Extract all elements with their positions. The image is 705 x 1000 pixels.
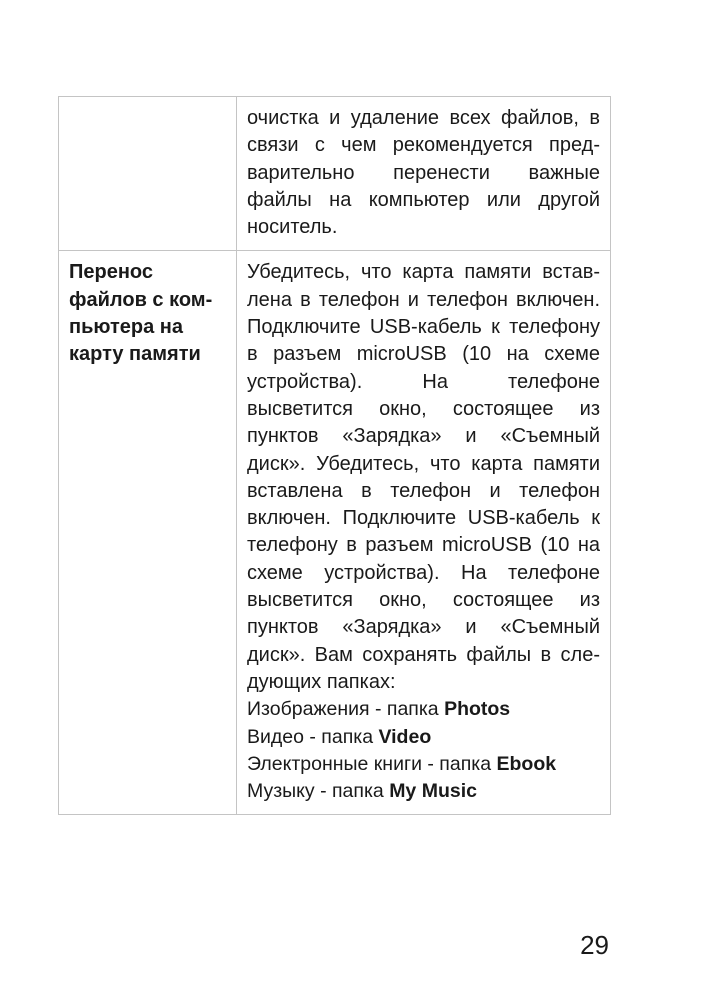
folder-name: My Music <box>389 780 477 803</box>
folder-item-photos <box>247 696 600 723</box>
folder-prefix: Видео - папка <box>247 725 379 748</box>
instructions-table <box>58 96 611 815</box>
row-label <box>59 97 237 251</box>
folder-name: Photos <box>444 698 511 721</box>
folder-item-ebook <box>247 751 600 778</box>
folder-prefix: Музыку - папка <box>247 780 390 803</box>
page-number: 29 <box>580 930 609 960</box>
row-description <box>237 97 611 251</box>
folder-item-music <box>247 778 600 805</box>
description-text: очистка и удаление всех файлов, в связи с чем рекомендуется предварительно перенести важные файлы на компьютер или другой носитель. <box>247 107 600 239</box>
folder-prefix: Электронные книги - папка <box>247 752 497 775</box>
table-row <box>59 251 611 815</box>
table-row <box>59 97 611 251</box>
folder-name: Ebook <box>496 752 557 775</box>
row-description <box>237 251 611 815</box>
folder-prefix: Изображения - папка <box>247 698 445 721</box>
folder-name: Video <box>378 725 432 748</box>
folder-item-video <box>247 724 600 751</box>
description-text: Убедитесь, что карта памяти вставлена в телефон и телефон включен. Подключите USB-кабель к телефону в разъем microUSB (10 на схеме устройства). На телефоне высветится окно, состоящее из пунктов «Зарядка» и «Съемный диск». Убедитесь, что карта памяти вставлена в телефон и телефон включен. Подключите USB-кабель к телефону в разъем microUSB (10 на схеме устройства). На телефоне высветится окно, состоящее из пунктов «Зарядка» и «Съемный диск». Вам сохранять файлы в следующих папках: <box>247 261 600 693</box>
row-label: Перенос файлов с компьютера на карту памяти <box>59 251 237 815</box>
